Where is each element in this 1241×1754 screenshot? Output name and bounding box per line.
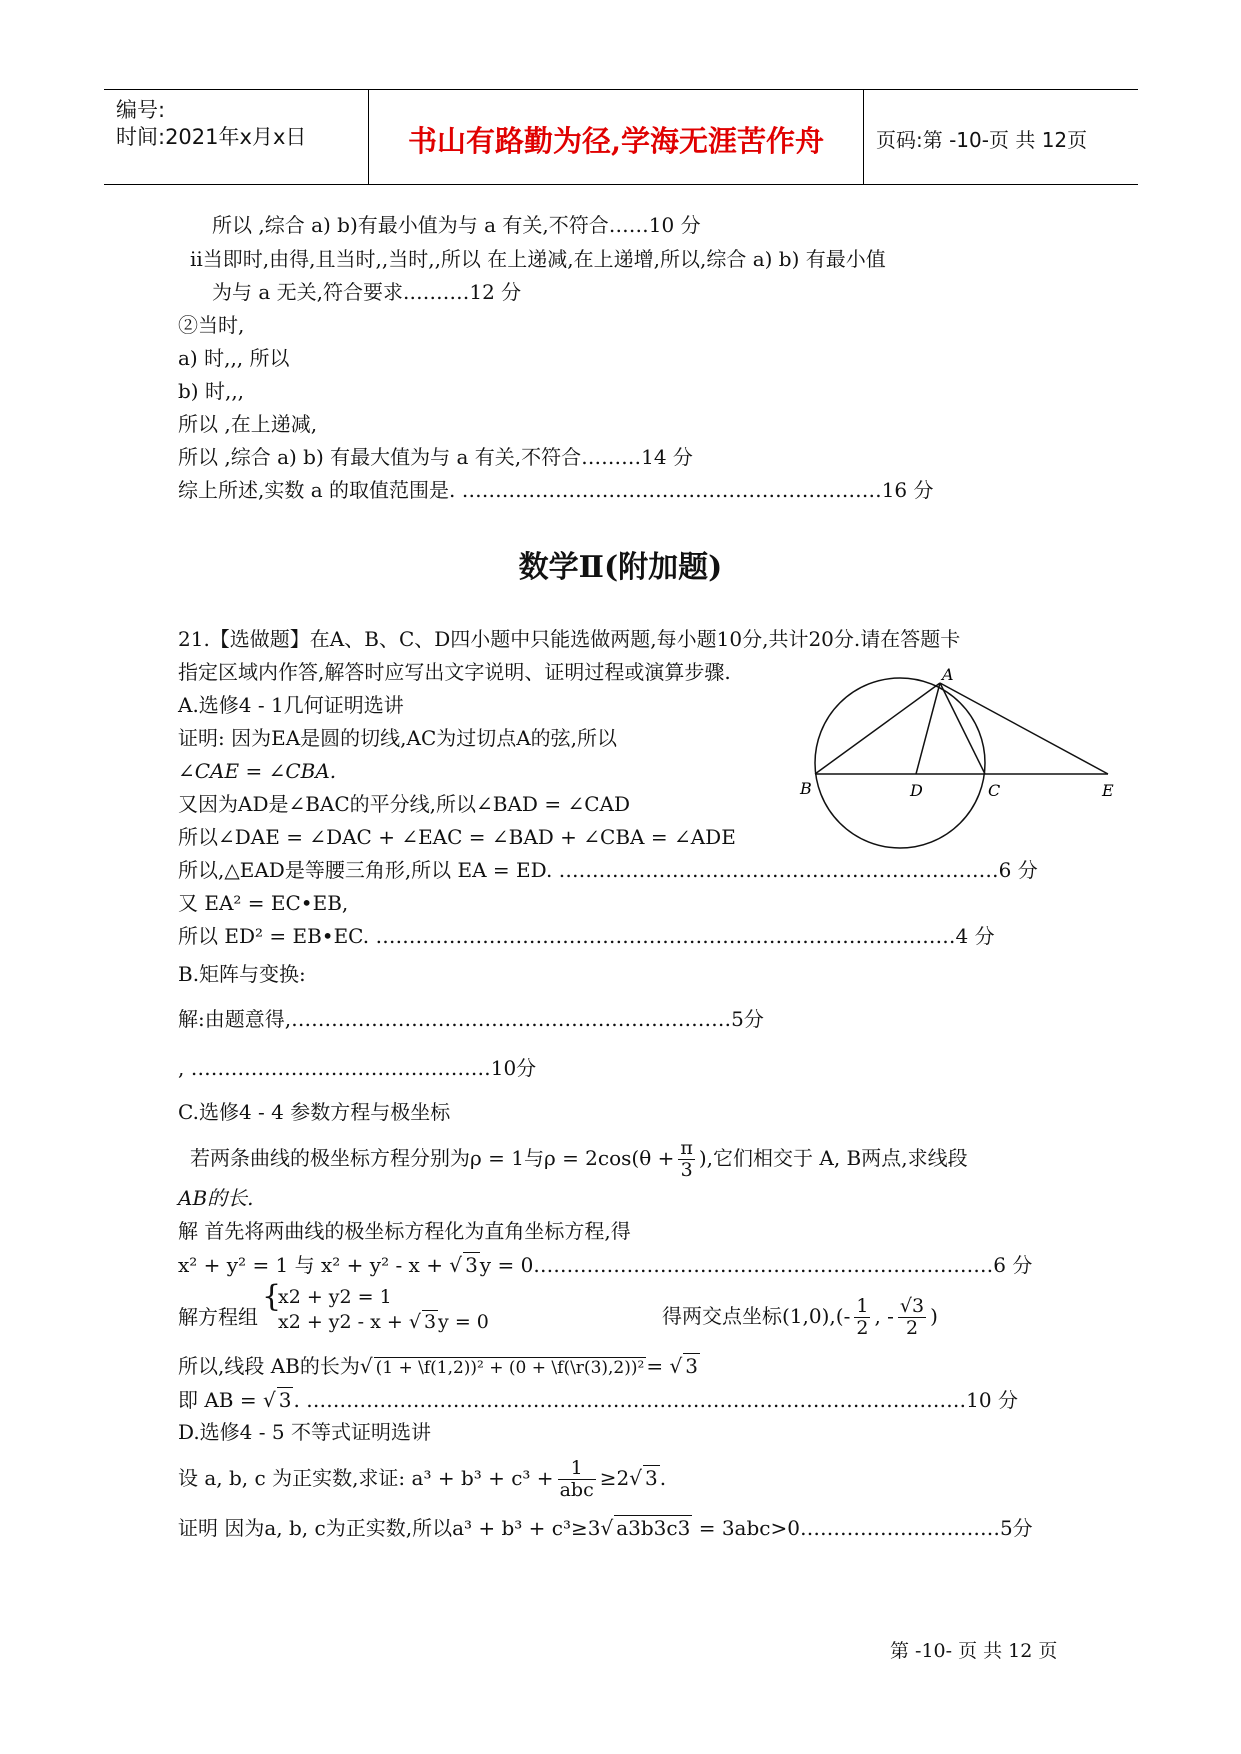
text-line: ②当时, <box>178 313 245 337</box>
figure-circle <box>815 678 985 848</box>
header-motto <box>368 90 864 184</box>
part-b-line: , ………………………………………10分 <box>178 1056 537 1080</box>
radicand: (1 + \f(1,2))² + (0 + \f(\r(3),2))² <box>375 1358 645 1378</box>
radicand: a3b3c3 <box>616 1516 691 1540</box>
text-segment: 若两条曲线的极坐标方程分别为ρ = 1与ρ = 2cos(θ + <box>190 1145 675 1170</box>
text-segment: x² + y² = 1 与 x² + y² - x + <box>178 1253 443 1277</box>
radicand: 3 <box>465 1253 478 1277</box>
part-a-title: A.选修4 - 1几何证明选讲 <box>178 693 404 717</box>
line-ae <box>940 683 1108 774</box>
text-line: a) 时,,, 所以 <box>178 346 290 370</box>
text-segment: 设 a, b, c 为正实数,求证: a³ + b³ + c³ + <box>178 1465 554 1490</box>
fraction-numerator: 1 <box>558 1458 596 1480</box>
part-d-title: D.选修4 - 5 不等式证明选讲 <box>178 1420 431 1444</box>
part-c-line: AB的长. <box>178 1186 254 1210</box>
fraction-numerator: √3 <box>899 1295 925 1317</box>
text-segment: 得两交点坐标(1,0),(- <box>662 1303 851 1328</box>
fraction-numerator: 1 <box>856 1295 869 1317</box>
system-eq-1: x2 + y2 = 1 <box>278 1286 392 1308</box>
page-label: 页码:第 -10-页 共 12页 <box>876 128 1088 152</box>
part-a-line: 所以∠DAE = ∠DAC + ∠EAC = ∠BAD + ∠CBA = ∠ADE <box>178 825 736 849</box>
part-c-title: C.选修4 - 4 参数方程与极坐标 <box>178 1100 451 1124</box>
text-segment: . ………………………………………………………………………………………10 分 <box>293 1388 1018 1412</box>
q21-intro: 21.【选做题】在A、B、C、D四小题中只能选做两题,每小题10分,共计20分.请在答题卡 <box>178 627 961 651</box>
fraction-denominator: 3 <box>680 1158 693 1181</box>
geometry-figure <box>790 660 1120 850</box>
label-c: C <box>988 781 1001 800</box>
page-header <box>104 89 1138 185</box>
fraction-denominator: 2 <box>905 1316 919 1339</box>
line-ad <box>916 683 940 774</box>
text-line: ⅱ当即时,由得,且当时,,当时,,所以 在上递减,在上递增,所以,综合 a) b) 有最小值 <box>190 247 886 271</box>
text-segment: . <box>659 1465 667 1490</box>
part-a-line: 所以 ED² = EB•EC. ……………………………………………………………………………4 分 <box>178 924 995 948</box>
part-c-line: x² + y² = 1 与 x² + y² - x + √ 3 y = 0……………………………………………………………6 分 <box>178 1253 1033 1277</box>
text-segment: ) <box>930 1303 938 1328</box>
text-segment: , - <box>874 1303 894 1328</box>
text-segment: y = 0 <box>438 1311 489 1333</box>
text-line: 所以 ,在上递减, <box>178 412 318 436</box>
radicand: 3 <box>644 1465 658 1490</box>
fraction <box>854 1296 870 1339</box>
part-b-title: B.矩阵与变换: <box>178 962 306 986</box>
radicand: 3 <box>423 1311 437 1333</box>
text-segment: 证明 因为a, b, c为正实数,所以a³ + b³ + c³≥3 <box>178 1516 601 1540</box>
text-line: 综上所述,实数 a 的取值范围是. ………………………………………………………16 分 <box>178 478 934 502</box>
radicand: 3 <box>685 1354 698 1378</box>
part-c-line: 所以,线段 AB的长为√ (1 + \f(1,2))² + (0 + \f(\r(3),2))² = √ 3 <box>178 1354 698 1378</box>
part-d-line: 证明 因为a, b, c为正实数,所以a³ + b³ + c³≥3√ a3b3c3 = 3abc>0…………………………5分 <box>178 1516 1033 1540</box>
part-a-line: 证明: 因为EA是圆的切线,AC为过切点A的弦,所以 <box>178 726 618 750</box>
fraction-denominator: 2 <box>856 1316 869 1339</box>
fraction <box>898 1296 926 1339</box>
radicand: 3 <box>278 1388 292 1412</box>
part-c-line: 解 首先将两曲线的极坐标方程化为直角坐标方程,得 <box>178 1219 631 1243</box>
label-d: D <box>910 781 923 800</box>
fraction-denominator: abc <box>559 1478 594 1501</box>
text-segment: ≥2 <box>599 1465 630 1490</box>
motto-text: 书山有路勤为径,学海无涯苦作舟 <box>407 124 825 158</box>
part-a-line: 又 EA² = EC•EB, <box>178 891 349 915</box>
page-footer: 第 -10- 页 共 12 页 <box>890 1640 1058 1662</box>
q21-intro: 指定区域内作答,解答时应写出文字说明、证明过程或演算步骤. <box>178 660 731 684</box>
text-line: b) 时,,, <box>178 379 245 403</box>
section-title: 数学Ⅱ(附加题) <box>518 550 723 585</box>
part-c-line <box>190 1138 968 1181</box>
brace-icon: { <box>262 1279 282 1314</box>
text-segment: = 3abc>0…………………………5分 <box>692 1516 1033 1540</box>
system-eq-2: x2 + y2 - x + √ 3 y = 0 <box>278 1311 489 1333</box>
text-line: 所以 ,综合 a) b)有最小值为与 a 有关,不符合……10 分 <box>212 213 701 237</box>
text-line: 为与 a 无关,符合要求.………12 分 <box>212 280 522 304</box>
text-segment: ),它们相交于 A, B两点,求线段 <box>698 1145 968 1170</box>
text-segment: y = 0……………………………………………………………6 分 <box>479 1253 1033 1277</box>
label-a: A <box>942 665 954 684</box>
number-label: 编号: <box>116 98 166 122</box>
intersection-points <box>662 1296 938 1339</box>
pi-third-fraction <box>678 1138 695 1181</box>
fraction <box>558 1458 596 1501</box>
part-a-line: 所以,△EAD是等腰三角形,所以 EA = ED. …………………………………………………………6 分 <box>178 858 1038 882</box>
label-b: B <box>800 779 812 798</box>
part-c-line: 即 AB = √ 3 . ………………………………………………………………………………………10 分 <box>178 1388 1018 1412</box>
text-segment: 所以,线段 AB的长为 <box>178 1354 360 1378</box>
part-a-line: 又因为AD是∠BAC的平分线,所以∠BAD = ∠CAD <box>178 792 630 816</box>
text-line: 所以 ,综合 a) b) 有最大值为与 a 有关,不符合………14 分 <box>178 445 693 469</box>
line-ab <box>815 683 940 774</box>
equation-system-label: 解方程组 <box>178 1305 258 1329</box>
part-b-line: 解:由题意得,…………………………………………………………5分 <box>178 1007 764 1031</box>
text-segment: = <box>646 1354 664 1378</box>
part-a-line: ∠CAE = ∠CBA. <box>178 759 337 783</box>
fraction-numerator: π <box>680 1137 693 1159</box>
part-d-line: 设 a, b, c 为正实数,求证: a³ + b³ + c³ + $\frac{1}{\text{abc}}$ ≥2√ 3 . <box>178 1457 667 1501</box>
header-right <box>864 90 1138 184</box>
text-segment: x2 + y2 - x + <box>278 1311 409 1333</box>
text-segment: 即 AB = <box>178 1388 257 1412</box>
label-e: E <box>1102 781 1114 800</box>
header-left <box>104 90 368 184</box>
time-label: 时间:2021年x月x日 <box>116 125 307 149</box>
